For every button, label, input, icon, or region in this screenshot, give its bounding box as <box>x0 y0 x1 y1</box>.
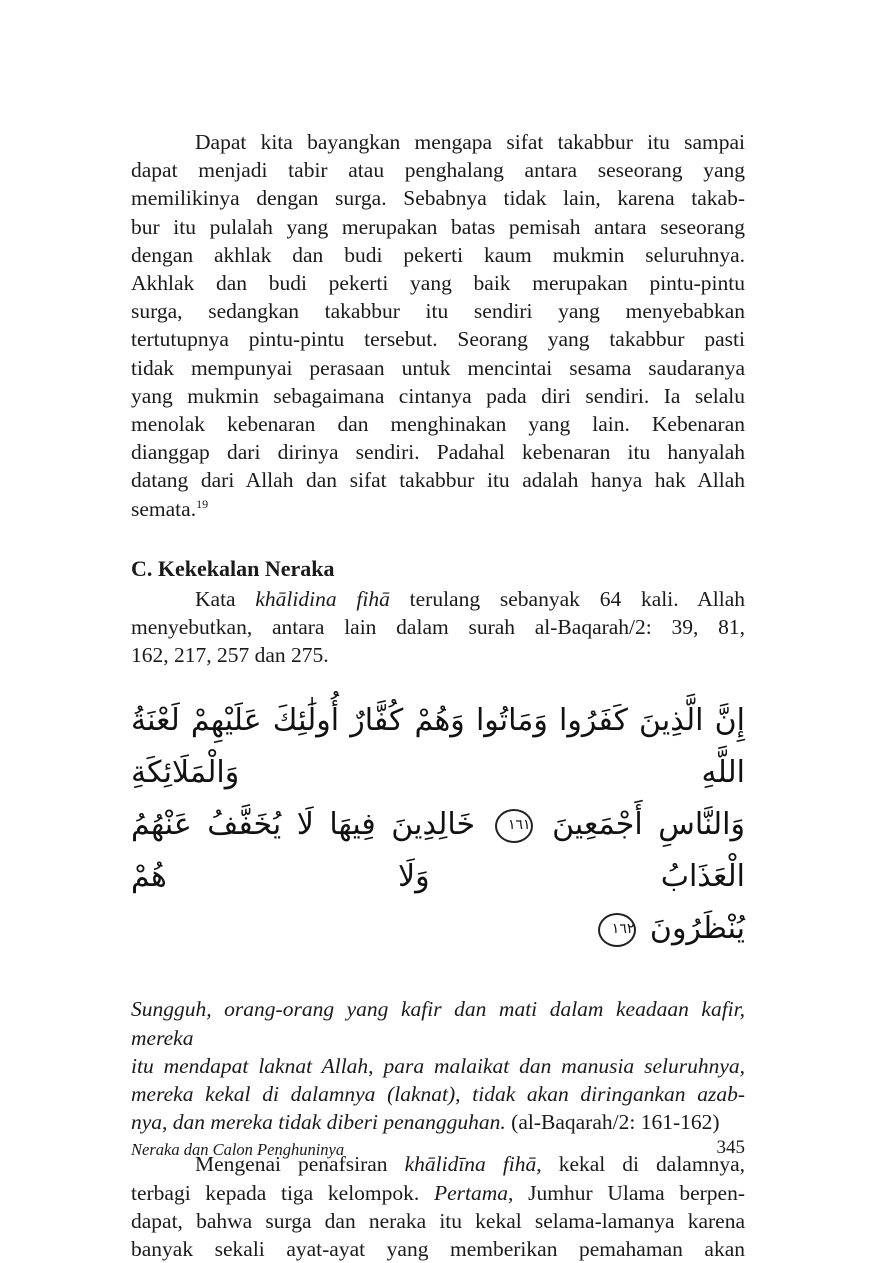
text-line <box>131 585 745 613</box>
text-line: bur itu pulalah yang merupakan batas pemisah antara seseorang <box>131 214 745 239</box>
paragraph-takabbur <box>131 128 745 523</box>
translation-fragment: nya, dan mereka tidak diberi penangguhan. <box>131 1110 506 1135</box>
page-body <box>131 128 745 1263</box>
translation-line: itu mendapat laknat Allah, para malaikat dan manusia seluruhnya, <box>131 1053 745 1078</box>
text-line: Dapat kita bayangkan mengapa sifat takabbur itu sampai <box>195 130 745 154</box>
text-line: dapat menjadi tabir atau penghalang antara seseorang yang <box>131 158 745 183</box>
text-fragment: Jumhur Ulama berpen- <box>513 1180 745 1205</box>
transliteration-term: khālidina fihā <box>255 586 390 611</box>
text-line <box>131 495 745 523</box>
text-line: banyak sekali ayat-ayat yang memberikan pemahaman akan <box>131 1237 745 1262</box>
text-line: tertutupnya pintu-pintu tersebut. Seorang yang takabbur pasti <box>131 327 745 352</box>
page-number: 345 <box>716 1137 745 1158</box>
text-line <box>131 1179 745 1207</box>
emphasis-term: Pertama, <box>434 1180 514 1205</box>
section-heading: C. Kekekalan Neraka <box>131 555 335 581</box>
ayah-number-marker: ١٦١ <box>495 809 533 843</box>
transliteration-term: khālidīna fihā, <box>404 1152 542 1177</box>
paragraph-tafsir <box>131 1150 745 1263</box>
section-intro <box>131 585 745 670</box>
text-line: memilikinya dengan surga. Sebabnya tidak lain, karena takab- <box>131 186 745 211</box>
text-fragment: Mengenai penafsiran <box>195 1152 405 1177</box>
text-line: datang dari Allah dan sifat takabbur itu adalah hanya hak Allah <box>131 468 745 493</box>
translation-line: mereka kekal di dalamnya (laknat), tidak akan diringankan azab- <box>131 1082 745 1107</box>
quran-verse-block <box>131 695 745 955</box>
translation-line <box>131 1108 745 1136</box>
text-line: tidak mempunyai perasaan untuk mencintai sesama saudaranya <box>131 355 745 380</box>
translation-line: Sungguh, orang-orang yang kafir dan mati dalam keadaan kafir, mereka <box>131 997 745 1050</box>
arabic-fragment: خَالِدِينَ فِيهَا لَا يُخَفَّفُ عَنْهُمُ الْعَذَابُ وَلَا هُمْ <box>131 807 745 895</box>
text-line: yang mukmin sebagaimana cintanya pada diri sendiri. Ia selalu <box>131 383 745 408</box>
text-line: dengan akhlak dan budi pekerti kaum mukmin seluruhnya. <box>131 242 745 267</box>
text-fragment: kekal di dalamnya, <box>541 1152 745 1177</box>
text-fragment: semata. <box>131 496 197 521</box>
arabic-line: إِنَّ الَّذِينَ كَفَرُوا وَمَاتُوا وَهُمْ كُفَّارٌ أُولَٰئِكَ عَلَيْهِمْ لَعْنَةُ اللَّهِ وَالْمَلَائِكَةِ <box>131 703 745 791</box>
text-line: dianggap dari dirinya sendiri. Padahal kebenaran itu hanyalah <box>131 440 745 465</box>
text-line: Akhlak dan budi pekerti yang baik merupakan pintu-pintu <box>131 271 745 296</box>
text-fragment: Kata <box>195 586 256 611</box>
verse-citation: (al-Baqarah/2: 161-162) <box>505 1110 720 1135</box>
text-line: menolak kebenaran dan menghinakan yang lain. Kebenaran <box>131 412 745 437</box>
text-fragment: terulang sebanyak 64 kali. Allah <box>389 586 745 611</box>
arabic-line <box>131 903 745 955</box>
text-line: surga, sedangkan takabbur itu sendiri yang menyebabkan <box>131 299 745 324</box>
text-line: dapat, bahwa surga dan neraka itu kekal selama-lamanya karena <box>131 1208 745 1233</box>
text-fragment: terbagi kepada tiga kelompok. <box>131 1180 434 1205</box>
running-title: Neraka dan Calon Penghuninya <box>131 1140 345 1159</box>
footnote-reference[interactable]: 19 <box>196 496 209 511</box>
text-line: menyebutkan, antara lain dalam surah al-Baqarah/2: 39, 81, <box>131 615 745 640</box>
page-footer <box>131 1137 745 1160</box>
arabic-fragment: وَالنَّاسِ أَجْمَعِينَ <box>552 807 745 843</box>
arabic-fragment: يُنْظَرُونَ <box>649 911 745 947</box>
arabic-line <box>131 799 745 903</box>
verse-translation <box>131 995 745 1136</box>
ayah-number-marker: ١٦٢ <box>598 913 636 947</box>
text-line: 162, 217, 257 dan 275. <box>131 643 329 668</box>
